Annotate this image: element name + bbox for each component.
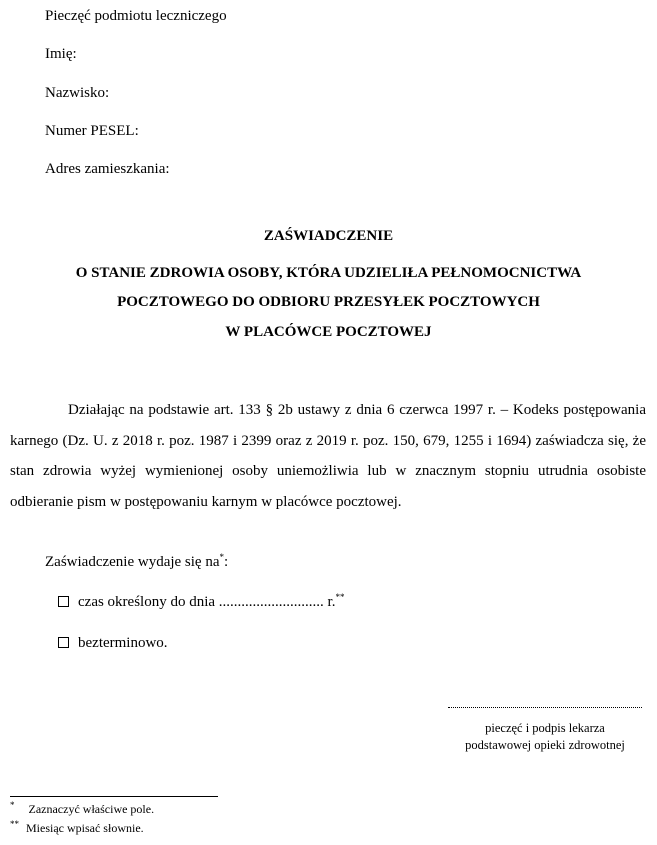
footnote-1-text: Zaznaczyć właściwe pole. <box>28 802 155 816</box>
document-title: ZAŚWIADCZENIE <box>263 228 394 244</box>
footnote-ref-2: ** <box>335 592 345 602</box>
first-name-label: Imię: <box>45 46 77 62</box>
address-label: Adres zamieszkania: <box>45 161 170 177</box>
signature-dotted-line <box>448 707 642 708</box>
issued-for-line <box>45 554 228 571</box>
footnote-2 <box>10 819 144 837</box>
pesel-label: Numer PESEL: <box>45 123 139 139</box>
fixed-term-label: czas określony do dnia ............................ r. <box>78 594 336 610</box>
footnote-1 <box>10 800 154 818</box>
document-subtitle-line-1: O STANIE ZDROWIA OSOBY, KTÓRA UDZIELIŁA PEŁNOMOCNICTWA <box>75 265 582 281</box>
signature-caption-1: pieczęć i podpis lekarza <box>485 721 605 735</box>
indefinite-label: bezterminowo. <box>78 635 168 651</box>
footnote-separator <box>10 796 218 797</box>
footnote-1-mark: * <box>10 800 15 810</box>
document-subtitle-line-3: W PLACÓWCE POCZTOWEJ <box>225 324 432 340</box>
facility-stamp-label: Pieczęć podmiotu leczniczego <box>45 8 227 24</box>
option-fixed-term[interactable] <box>58 594 344 611</box>
last-name-label: Nazwisko: <box>45 85 110 101</box>
fixed-term-checkbox[interactable] <box>58 596 69 607</box>
footnote-2-text: Miesiąc wpisać słownie. <box>26 821 144 835</box>
issued-for-colon: : <box>224 554 229 570</box>
document-subtitle-line-2: POCZTOWEGO DO ODBIORU PRZESYŁEK POCZTOWYCH <box>117 294 540 310</box>
footnote-2-mark: ** <box>10 819 19 829</box>
issued-for-text: Zaświadczenie wydaje się na <box>45 554 220 570</box>
signature-caption-2: podstawowej opieki zdrowotnej <box>465 738 625 752</box>
option-indefinite[interactable] <box>58 635 168 652</box>
footnote-ref-1: * <box>219 552 224 562</box>
indefinite-checkbox[interactable] <box>58 637 69 648</box>
certification-paragraph: Działając na podstawie art. 133 § 2b ustawy z dnia 6 czerwca 1997 r. – Kodeks postępowania karnego (Dz. U. z 2018 r. poz. 1987 i 2399 oraz z 2019 r. poz. 150, 679, 1255 i 1694) zaświadcza się, że stan zdrowia wyżej wymienionej osoby uniemożliwia lub w znacznym stopniu utrudnia osobiste odbieranie pism w postępowaniu karnym w placówce pocztowej. <box>10 402 646 510</box>
